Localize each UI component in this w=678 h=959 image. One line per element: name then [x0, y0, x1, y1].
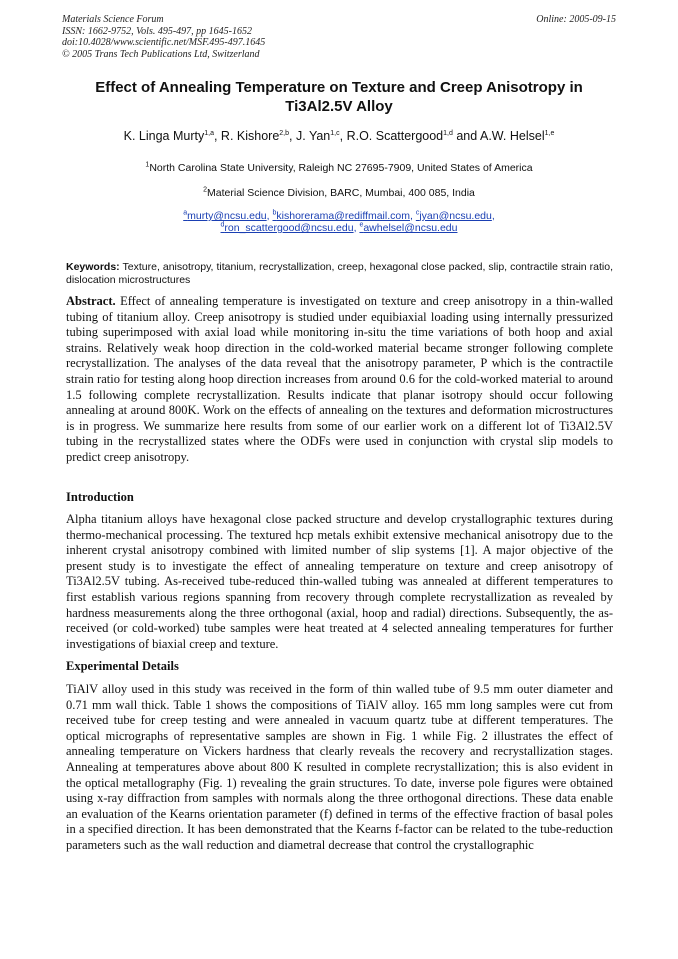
experimental-paragraph: TiAlV alloy used in this study was received in the form of thin walled tube of 9.5 mm outer diameter and 0.71 mm wall thick. Table 1 shows the compositions of TiAlV alloy. 165 mm long samples were cut from received tube for creep testing and were annealed in vacuum quartz tube at different temperatures. The optical micrographs of representative samples are shown in Fig. 1 while Fig. 2 illustrates the effect of annealing temperature on Vickers hardness that clearly reveals the recovery and recrystallization stages. Annealing at temperatures above about 800 K resulted in complete recrystallization; this is also evident in the optical metallography (Fig. 1) revealing the grain structures. To date, inverse pole figures were obtained using x-ray diffraction from samples with normals along the three orthogonal directions. These data enable an evaluation of the Kearns orientation parameter (f) defined in terms of the effective fraction of basal poles in a specified direction. It has been demonstrated that the Kearns f-factor can be related to the tube-reduction parameters such as the wall reduction and diametral decrease that control the crystallographic [66, 682, 613, 852]
affiliation-sup: 2 [203, 186, 208, 194]
abstract [66, 294, 613, 466]
author-separator: , [289, 129, 296, 143]
keywords-text: Texture, anisotropy, titanium, recrystallization, creep, hexagonal close packed, slip, contractile strain ratio, dislocation microstructures [66, 261, 613, 286]
email-sup: e [359, 221, 364, 229]
email-line-1 [40, 210, 638, 222]
issn-line: ISSN: 1662-9752, Vols. 495-497, pp 1645-1652 [62, 25, 252, 37]
paper-title: Effect of Annealing Temperature on Texture and Creep Anisotropy in Ti3Al2.5V Alloy [95, 79, 583, 115]
introduction-paragraph: Alpha titanium alloys have hexagonal close packed structure and develop crystallographic textures during thermo-mechanical processing. The textured hcp metals exhibit extensive mechanical anisotropy due to the inherent crystal anisotropy combined with limited number of slip systems [1]. A major objective of the present study is to investigate the effect of annealing temperature on texture and creep anisotropy of Ti3Al2.5V tubing. As-received tube-reduced thin-walled tubing was annealed at different temperatures to first establish various regions spanning from recovery through complete recrystallization as revealed by hardness measurements along the three orthogonal (axial, hoop and radial) directions. Subsequently, the as-received (or cold-worked) tube samples were heat treated at 4 selected annealing temperatures for further investigations of biaxial creep and texture. [66, 512, 613, 651]
journal-name: Materials Science Forum [62, 14, 164, 25]
email-text: jyan@ncsu.edu [419, 210, 492, 222]
email-link[interactable] [183, 210, 266, 222]
email-link[interactable] [272, 210, 410, 222]
email-separator: , [409, 210, 416, 222]
author-name: R. Kishore [220, 129, 280, 143]
affiliation-2 [40, 187, 638, 200]
author-name: R.O. Scattergood [346, 129, 444, 143]
email-link[interactable] [359, 222, 457, 234]
author-sup: 2,b [279, 129, 290, 137]
section-heading-introduction: Introduction [66, 490, 134, 504]
affiliation-text: North Carolina State University, Raleigh NC 27695-7909, United States of America [149, 162, 533, 174]
author-separator: , [213, 129, 221, 143]
email-separator: , [353, 222, 360, 234]
email-line-2 [40, 222, 638, 234]
author-sup: 1,d [443, 129, 453, 137]
abstract-text: Effect of annealing temperature is investigated on texture and creep anisotropy in a thin-walled tubing of titanium alloy. Creep anisotropy is studied under equibiaxial loading using internally pressurized tubing superimposed with axial load while monitoring in-situ the time variations of both hoop and axial strains. Relatively weak hoop direction in the cold-worked material became stronger following complete recrystallization. The analyses of the data reveal that the anisotropy parameter, P which is the contractile strain ratio for testing along hoop direction increases from around 0.6 for the cold-worked material to around 1.5 following complete recrystallization. Results indicate that planar isotropy should occur following annealing at around 800K. Work on the effects of annealing on the textures and deformation microstructures is in progress. We summarize here results from some of our earlier work on a different lot of Ti3Al2.5V tubing in the recrystallized states where the ODFs were used in conjunction with crystal slip models to predict creep anisotropy. [66, 294, 613, 464]
author-list [40, 128, 638, 144]
email-link[interactable] [416, 210, 492, 222]
email-separator: , [491, 210, 495, 222]
email-sup: b [272, 209, 277, 217]
keywords [66, 261, 613, 286]
abstract-label: Abstract. [66, 294, 116, 308]
journal-header [62, 14, 616, 60]
email-text: kishorerama@rediffmail.com [276, 210, 410, 222]
author-name: A.W. Helsel [480, 129, 545, 143]
author-name: K. Linga Murty [123, 129, 205, 143]
affiliation-1 [40, 162, 638, 175]
author-separator: , [339, 129, 347, 143]
email-sup: d [220, 221, 225, 229]
email-separator: , [266, 210, 273, 222]
email-sup: c [415, 209, 420, 217]
email-text: awhelsel@ncsu.edu [363, 222, 458, 234]
email-link[interactable] [221, 222, 354, 234]
affiliation-text: Material Science Division, BARC, Mumbai, 400 085, India [207, 187, 475, 199]
email-text: ron_scattergood@ncsu.edu [224, 222, 354, 234]
email-list [40, 210, 638, 234]
affiliation-sup: 1 [145, 161, 150, 169]
copyright-line: © 2005 Trans Tech Publications Ltd, Switzerland [62, 48, 260, 60]
section-heading-experimental: Experimental Details [66, 659, 179, 673]
author-sup: 1,a [204, 129, 214, 137]
author-sup: 1,e [544, 129, 555, 137]
author-name: J. Yan [295, 129, 331, 143]
author-separator: and [452, 129, 480, 143]
keywords-label: Keywords: [66, 261, 120, 273]
doi-line: doi:10.4028/www.scientific.net/MSF.495-497.1645 [62, 37, 266, 48]
online-date: Online: 2005-09-15 [536, 14, 616, 25]
email-text: murty@ncsu.edu [187, 210, 267, 222]
author-sup: 1,c [330, 129, 340, 137]
email-sup: a [183, 209, 188, 217]
